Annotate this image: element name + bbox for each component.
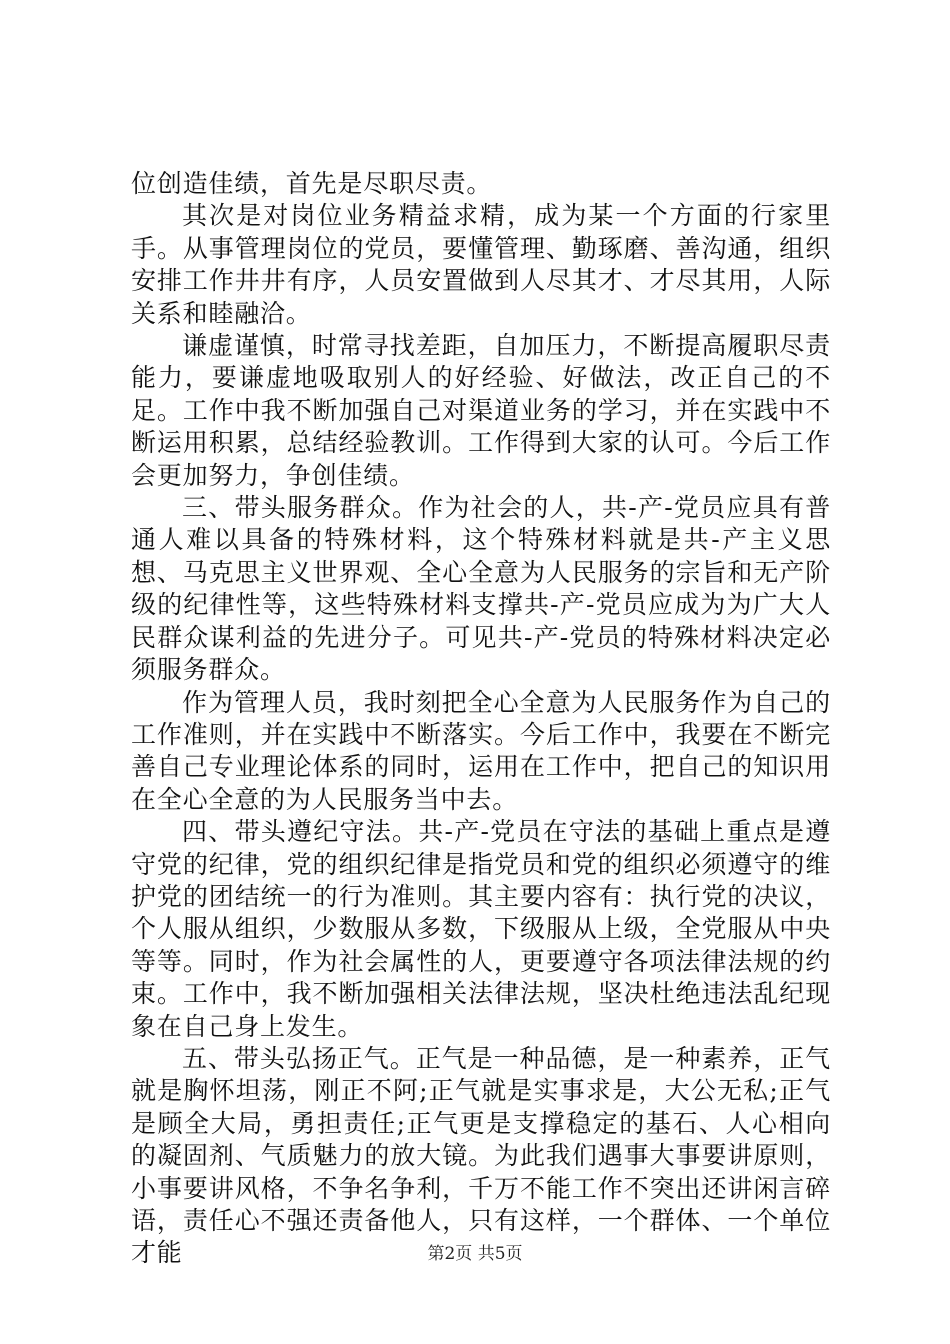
document-body <box>131 168 831 1270</box>
paragraph-section-5: 五、带头弘扬正气。正气是一种品德，是一种素养，正气就是胸怀坦荡，刚正不阿;正气就是实事求是，大公无私;正气是顾全大局，勇担责任;正气更是支撑稳定的基石、人心相向的凝固剂、气质魅力的放大镜。为此我们遇事大事要讲原则，小事要讲风格，不争名争利，千万不能工作不突出还讲闲言碎语，责任心不强还责备他人，只有这样，一个群体、一个单位才能 <box>131 1043 831 1268</box>
paragraph: 作为管理人员，我时刻把全心全意为人民服务作为自己的工作准则，并在实践中不断落实。今后工作中，我要在不断完善自己专业理论体系的同时，运用在工作中，把自己的知识用在全心全意的为人民服务当中去。 <box>131 687 831 814</box>
page-footer: 第2页 共5页 <box>427 1244 523 1264</box>
paragraph-continuation: 位创造佳绩，首先是尽职尽责。 <box>131 169 493 198</box>
paragraph-section-4: 四、带头遵纪守法。共-产-党员在守法的基础上重点是遵守党的纪律，党的组织纪律是指党员和党的组织必须遵守的维护党的团结统一的行为准则。其主要内容有：执行党的决议，个人服从组织，少数服从多数，下级服从上级，全党服从中央等等。同时，作为社会属性的人，更要遵守各项法律法规的约束。工作中，我不断加强相关法律法规，坚决杜绝违法乱纪现象在自己身上发生。 <box>131 817 831 1041</box>
paragraph-section-3: 三、带头服务群众。作为社会的人，共-产-党员应具有普通人难以具备的特殊材料，这个特殊材料就是共-产主义思想、马克思主义世界观、全心全意为人民服务的宗旨和无产阶级的纪律性等，这些特殊材料支撑共-产-党员应成为为广大人民群众谋利益的先进分子。可见共-产-党员的特殊材料决定必须服务群众。 <box>131 493 831 685</box>
paragraph: 其次是对岗位业务精益求精，成为某一个方面的行家里手。从事管理岗位的党员，要懂管理、勤琢磨、善沟通，组织安排工作井井有序，人员安置做到人尽其才、才尽其用，人际关系和睦融洽。 <box>131 201 831 328</box>
paragraph: 谦虚谨慎，时常寻找差距，自加压力，不断提高履职尽责能力，要谦虚地吸取别人的好经验、好做法，改正自己的不足。工作中我不断加强自己对渠道业务的学习，并在实践中不断运用积累，总结经验教训。工作得到大家的认可。今后工作会更加努力，争创佳绩。 <box>131 331 831 490</box>
